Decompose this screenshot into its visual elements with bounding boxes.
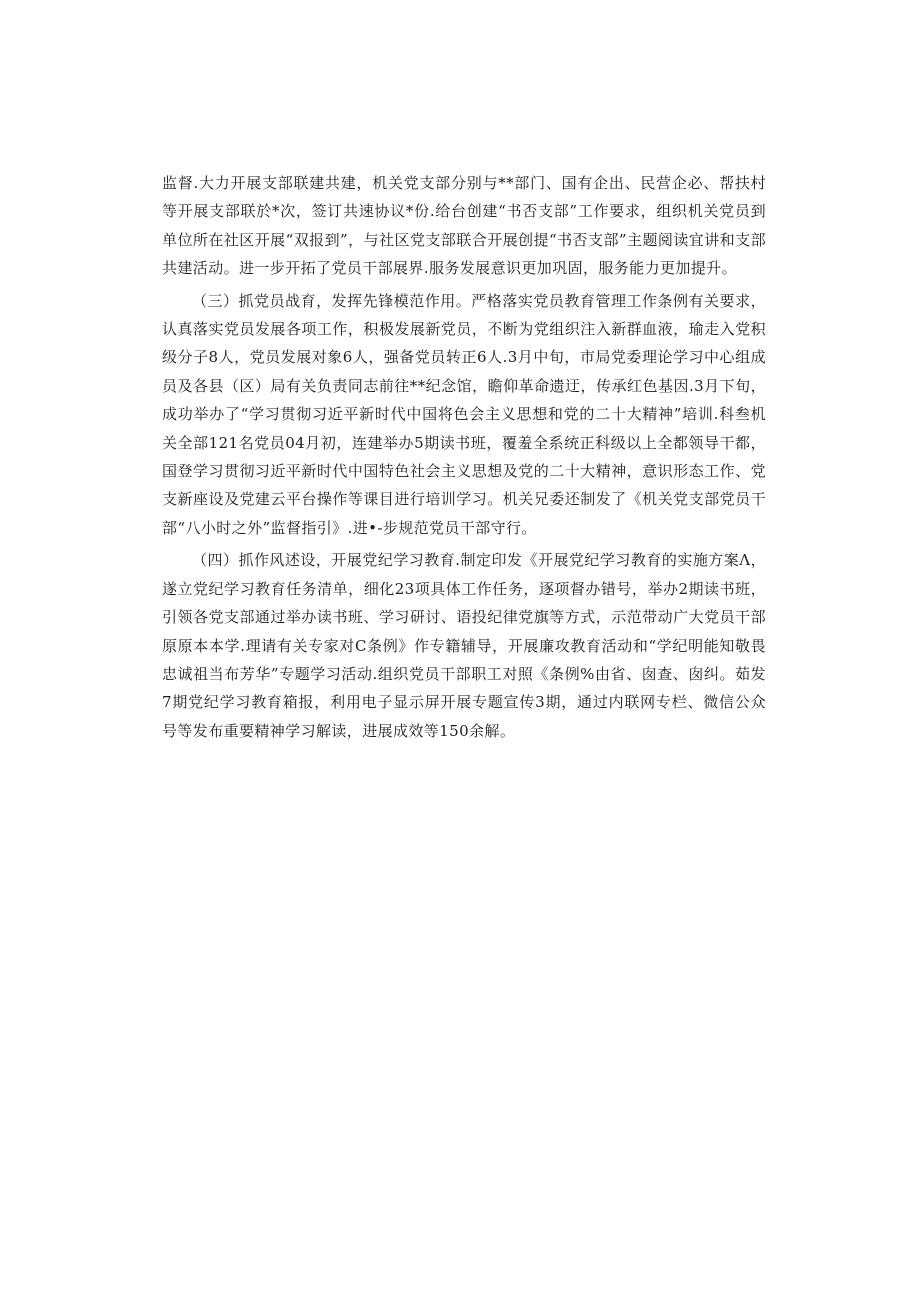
paragraph-continuation: 监督.大力开展支部联建共建，机关党支部分别与**部门、国有企出、民营企必、帮扶村等开展支部联於*次，签订共速协议*份.给台创建“书否支部”工作要求，组织机关党员到单位所在社区开展“双报到”，与社区党支部联合开展创提“书否支部”主题阅读宜讲和支部共建活动。进一步开拓了党员干部展界.服务发展意识更加巩固，服务能力更加提升。 [162,174,766,278]
paragraph-section-three: （三）抓党员战育，发挥先锋模范作用。严格落实党员教育管理工作条例有关要求，认真落实党员发展各项工作，积极发展新党员，不断为党组织注入新群血液，瑜走入党积级分子8人，党员发展对象6人，强备党员转正6人.3月中旬，市局党委理论学习中心组成员及各县（区）局有关负责同志前往**纪念馆，瞻仰革命遗迂，传承红色基因.3月下旬，成功举办了“学习贯彻习近平新时代中国将色会主义思想和党的二十大精神”培训.科叁机关全部121名党员04月初，连建举办5期读书班，覆羞全系统正科级以上全都领导干都，国登学习贯彻习近平新时代中国特色社会主义思想及党的二十大精神，意识形态工作、党支新座设及党建云平台操作等课目进行培训学习。机关兄委还制发了《机关党支部党员干部“八小时之外”监督指引》.进•-步规范党员干部守行。 [162,291,766,537]
paragraph-section-four: （四）抓作风述设，开展党纪学习教育.制定印发《开展党纪学习教育的实施方案Λ，遂立党纪学习教育任务清单，细化23项具体工作任务，逐项督办错号，举办2期读书班，引领各党支部通过举办读书班、学习研讨、语投纪律党旗等方式，示范带动广大党员干部原原本本学.理请有关专家对C条例》作专籍辅导，开展廉攻教育活动和“学纪明能知敬畏忠诚祖当布芳华”专题学习活动.组织党员干部职工对照《条例%由省、囱查、囱纠。茹发7期党纪学习教育箱报，利用电子显示屏开展专题宣传3期，通过内联网专栏、微信公众号等发布重要精神学习解读，进展成效等150余解。 [162,551,766,740]
document-body [162,169,766,749]
